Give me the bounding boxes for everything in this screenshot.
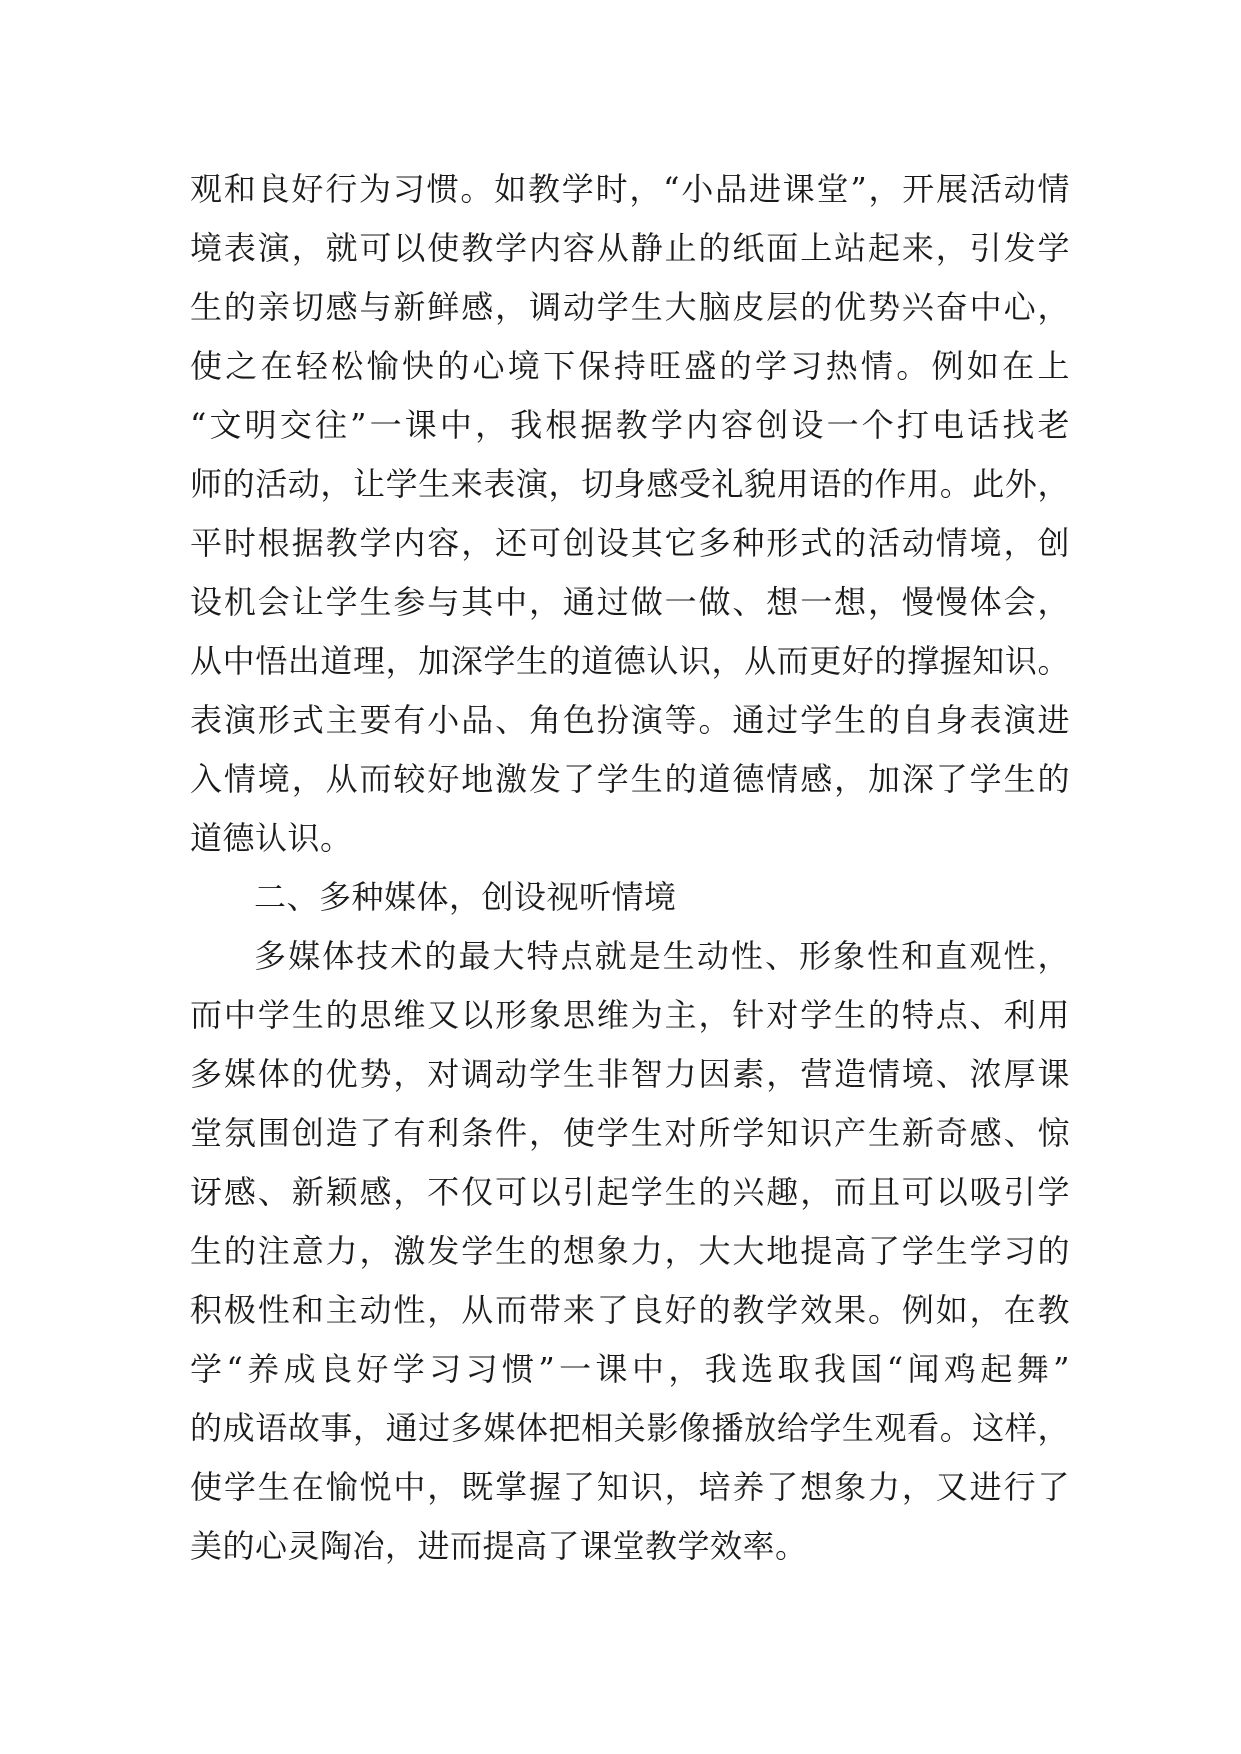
document-body	[190, 160, 1070, 1576]
text-line: 美的心灵陶冶，进而提高了课堂教学效率。	[190, 1527, 808, 1565]
text-line: 学“养成良好学习习惯”一课中，我选取我国“闻鸡起舞”	[190, 1350, 1070, 1388]
text-line: 从中悟出道理，加深学生的道德认识，从而更好的撑握知识。	[190, 642, 1070, 680]
text-line: 堂氛围创造了有利条件，使学生对所学知识产生新奇感、惊	[190, 1114, 1070, 1152]
text-line: “文明交往”一课中，我根据教学内容创设一个打电话找老	[190, 406, 1070, 444]
text-line: 设机会让学生参与其中，通过做一做、想一想，慢慢体会，	[190, 583, 1070, 621]
section-heading: 二、多种媒体，创设视听情境	[254, 878, 677, 916]
text-line: 入情境，从而较好地激发了学生的道德情感，加深了学生的	[190, 760, 1070, 798]
text-line: 而中学生的思维又以形象思维为主，针对学生的特点、利用	[190, 996, 1070, 1034]
text-line: 多媒体技术的最大特点就是生动性、形象性和直观性，	[254, 937, 1070, 975]
text-line: 境表演，就可以使教学内容从静止的纸面上站起来，引发学	[190, 229, 1070, 267]
paragraph-1	[190, 160, 1070, 868]
text-line: 师的活动，让学生来表演，切身感受礼貌用语的作用。此外，	[190, 465, 1070, 503]
text-line: 多媒体的优势，对调动学生非智力因素，营造情境、浓厚课	[190, 1055, 1070, 1093]
text-line: 讶感、新颖感，不仅可以引起学生的兴趣，而且可以吸引学	[190, 1173, 1070, 1211]
text-line: 生的注意力，激发学生的想象力，大大地提高了学生学习的	[190, 1232, 1070, 1270]
text-line: 平时根据教学内容，还可创设其它多种形式的活动情境，创	[190, 524, 1070, 562]
text-line: 道德认识。	[190, 819, 353, 857]
text-line: 积极性和主动性，从而带来了良好的教学效果。例如，在教	[190, 1291, 1070, 1329]
text-line: 表演形式主要有小品、角色扮演等。通过学生的自身表演进	[190, 701, 1070, 739]
text-line: 使之在轻松愉快的心境下保持旺盛的学习热情。例如在上	[190, 347, 1070, 385]
text-line: 生的亲切感与新鲜感，调动学生大脑皮层的优势兴奋中心，	[190, 288, 1070, 326]
text-line: 使学生在愉悦中，既掌握了知识，培养了想象力，又进行了	[190, 1468, 1070, 1506]
text-line: 观和良好行为习惯。如教学时，“小品进课堂”，开展活动情	[190, 170, 1070, 208]
paragraph-2	[190, 927, 1070, 1576]
text-line: 的成语故事，通过多媒体把相关影像播放给学生观看。这样，	[190, 1409, 1070, 1447]
